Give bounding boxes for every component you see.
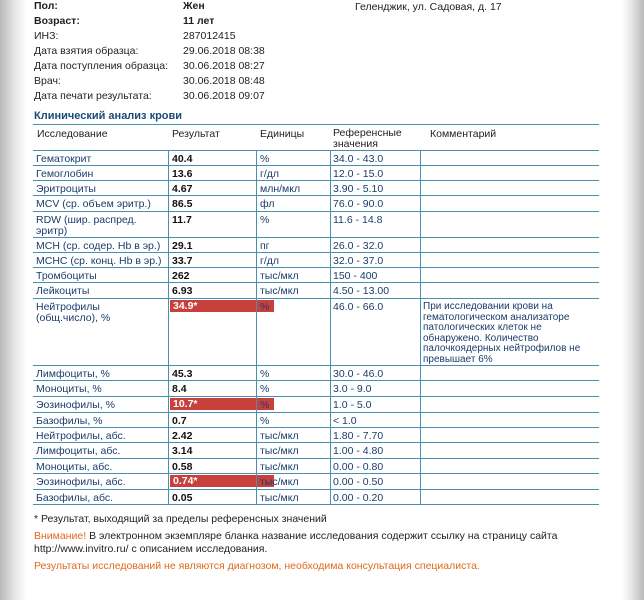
patient-address: Геленджик, ул. Садовая, д. 17 [355, 1, 502, 13]
test-name[interactable]: Базофилы, % [36, 415, 103, 427]
result-value-flagged: 0.74* [170, 475, 274, 487]
test-name[interactable]: RDW (шир. распред. эритр) [36, 214, 137, 237]
column-divider [168, 443, 169, 459]
column-divider [168, 474, 169, 490]
column-divider [420, 381, 421, 397]
table-row [33, 181, 599, 196]
result-value: 2.42 [172, 430, 193, 442]
column-divider [420, 151, 421, 166]
column-divider [330, 283, 331, 299]
result-value: 11.7 [172, 214, 192, 226]
column-divider [330, 166, 331, 181]
column-divider [256, 366, 257, 381]
header-comment: Комментарий [430, 128, 497, 140]
column-divider [420, 196, 421, 212]
table-row [33, 428, 599, 443]
column-divider [168, 196, 169, 212]
test-name[interactable]: Эозинофилы, абс. [36, 476, 126, 488]
sample-taken-label: Дата взятия образца: [34, 45, 139, 57]
table-row [33, 268, 599, 283]
result-value-flagged: 10.7* [170, 398, 274, 410]
header-ref: Референсные значения [333, 127, 402, 150]
column-divider [420, 238, 421, 253]
column-divider [420, 253, 421, 268]
reference-range: 12.0 - 15.0 [333, 168, 384, 180]
result-value: 40.4 [172, 153, 193, 165]
disclaimer: Результаты исследований не являются диагнозом, необходима консультация специалиста. [34, 560, 480, 572]
column-divider [168, 283, 169, 299]
result-value-flagged: 34.9* [170, 300, 274, 312]
table-row [33, 166, 599, 181]
reference-range: 0.00 - 0.80 [333, 461, 384, 473]
reference-range: 1.80 - 7.70 [333, 430, 384, 442]
inz-label: ИНЗ: [34, 30, 59, 42]
test-name[interactable]: Лимфоциты, абс. [36, 445, 121, 457]
test-name[interactable]: Гемоглобин [36, 168, 94, 180]
reference-range: 1.0 - 5.0 [333, 399, 372, 411]
section-title: Клинический анализ крови [34, 110, 183, 122]
test-name[interactable]: Эритроциты [36, 183, 96, 195]
column-divider [330, 253, 331, 268]
column-divider [168, 459, 169, 474]
table-row [33, 299, 599, 366]
column-divider [330, 413, 331, 428]
table-row [33, 459, 599, 474]
table-row [33, 283, 599, 299]
test-name[interactable]: Базофилы, абс. [36, 492, 114, 504]
units: тыс/мкл [260, 476, 299, 488]
column-divider [330, 474, 331, 490]
result-value: 45.3 [172, 368, 193, 380]
column-divider [330, 238, 331, 253]
reference-range: < 1.0 [333, 415, 357, 427]
column-divider [330, 428, 331, 443]
column-divider [168, 253, 169, 268]
column-divider [330, 268, 331, 283]
column-divider [330, 181, 331, 196]
header-result: Результат [172, 128, 220, 140]
sample-taken-value: 29.06.2018 08:38 [183, 45, 265, 57]
result-value: 6.93 [172, 285, 193, 297]
table-row [33, 397, 599, 413]
attention-line [34, 530, 557, 542]
test-name[interactable]: Эозинофилы, % [36, 399, 115, 411]
table-row [33, 253, 599, 268]
column-divider [168, 238, 169, 253]
column-divider [420, 181, 421, 196]
units: тыс/мкл [260, 492, 299, 504]
column-divider [420, 166, 421, 181]
table-row [33, 474, 599, 490]
attention-word: Внимание! [34, 530, 87, 542]
test-name[interactable]: MCHC (ср. конц. Hb в эр.) [36, 255, 162, 267]
test-name[interactable]: Лимфоциты, % [36, 368, 110, 380]
column-divider [256, 181, 257, 196]
test-name[interactable]: Нейтрофилы (общ.число), % [36, 301, 111, 324]
column-divider [168, 166, 169, 181]
sample-received-value: 30.06.2018 08:27 [183, 60, 265, 72]
attention-text: В электронном экземпляре бланка название исследования содержит ссылку на страницу сайта [89, 530, 558, 542]
result-value: 86.5 [172, 198, 193, 210]
reference-range: 34.0 - 43.0 [333, 153, 384, 165]
reference-range: 46.0 - 66.0 [333, 301, 384, 313]
table-row [33, 381, 599, 397]
print-date-value: 30.06.2018 09:07 [183, 90, 265, 102]
column-divider [256, 413, 257, 428]
column-divider [420, 212, 421, 238]
units: тыс/мкл [260, 270, 299, 282]
gender-value: Жен [183, 0, 205, 12]
test-name[interactable]: Гематокрит [36, 153, 92, 165]
test-name[interactable]: Лейкоциты [36, 285, 90, 297]
table-top-rule [33, 124, 599, 125]
reference-range: 0.00 - 0.20 [333, 492, 384, 504]
table-row [33, 196, 599, 212]
table-row [33, 238, 599, 253]
table-row [33, 413, 599, 428]
column-divider [256, 151, 257, 166]
result-value: 262 [172, 270, 190, 282]
column-divider [330, 397, 331, 413]
column-divider [330, 212, 331, 238]
test-name[interactable]: Моноциты, % [36, 383, 102, 395]
inz-value: 287012415 [183, 30, 236, 42]
table-row [33, 443, 599, 459]
table-row [33, 366, 599, 381]
units: г/дл [260, 168, 280, 180]
column-divider [330, 490, 331, 505]
column-divider [330, 151, 331, 166]
result-value: 0.05 [172, 492, 193, 504]
reference-range: 76.0 - 90.0 [333, 198, 384, 210]
column-divider [256, 166, 257, 181]
column-divider [330, 443, 331, 459]
reference-range: 4.50 - 13.00 [333, 285, 390, 297]
column-divider [256, 196, 257, 212]
result-value: 3.14 [172, 445, 193, 457]
test-name[interactable]: MCV (ср. объем эритр.) [36, 198, 151, 210]
result-value: 0.58 [172, 461, 193, 473]
row-rule [33, 504, 599, 505]
column-divider [330, 366, 331, 381]
column-divider [420, 283, 421, 299]
column-divider [256, 381, 257, 397]
column-divider [256, 490, 257, 505]
reference-range: 32.0 - 37.0 [333, 255, 384, 267]
column-divider [420, 366, 421, 381]
column-divider [256, 459, 257, 474]
column-divider [330, 196, 331, 212]
result-value: 13.6 [172, 168, 193, 180]
column-divider [168, 212, 169, 238]
attention-link-line [34, 543, 267, 555]
column-divider [256, 299, 257, 366]
column-divider [420, 474, 421, 490]
result-value: 29.1 [172, 240, 193, 252]
column-divider [420, 443, 421, 459]
reference-range: 30.0 - 46.0 [333, 368, 384, 380]
column-divider [256, 397, 257, 413]
reference-range: 0.00 - 0.50 [333, 476, 384, 488]
table-row [33, 151, 599, 166]
reference-range: 3.0 - 9.0 [333, 383, 372, 395]
column-divider [168, 381, 169, 397]
invitro-link[interactable]: http://www.invitro.ru/ [34, 543, 129, 555]
units: % [260, 301, 270, 313]
test-name[interactable]: Нейтрофилы, абс. [36, 430, 126, 442]
result-value: 0.7 [172, 415, 187, 427]
column-divider [168, 428, 169, 443]
column-divider [168, 299, 169, 366]
units: г/дл [260, 255, 280, 267]
units: фл [260, 198, 275, 210]
column-divider [330, 459, 331, 474]
units: тыс/мкл [260, 445, 299, 457]
column-divider [420, 413, 421, 428]
column-divider [168, 397, 169, 413]
header-test: Исследование [37, 128, 108, 140]
column-divider [256, 428, 257, 443]
column-divider [168, 181, 169, 196]
column-divider [420, 299, 421, 366]
column-divider [420, 428, 421, 443]
doctor-value: 30.06.2018 08:48 [183, 75, 265, 87]
column-divider [168, 413, 169, 428]
units: % [260, 153, 270, 165]
column-divider [256, 268, 257, 283]
units: % [260, 383, 270, 395]
result-value: 4.67 [172, 183, 193, 195]
reference-range: 150 - 400 [333, 270, 378, 282]
column-divider [256, 474, 257, 490]
column-divider [420, 397, 421, 413]
column-divider [256, 212, 257, 238]
units: тыс/мкл [260, 461, 299, 473]
column-divider [168, 268, 169, 283]
reference-range: 3.90 - 5.10 [333, 183, 384, 195]
sample-received-label: Дата поступления образца: [34, 60, 169, 72]
gender-label: Пол: [34, 0, 58, 12]
test-name[interactable]: Тромбоциты [36, 270, 97, 282]
units: % [260, 368, 270, 380]
units: % [260, 399, 270, 411]
column-divider [168, 366, 169, 381]
test-name[interactable]: MCH (ср. содер. Hb в эр.) [36, 240, 161, 252]
column-divider [256, 443, 257, 459]
reference-range: 1.00 - 4.80 [333, 445, 384, 457]
column-divider [168, 490, 169, 505]
units: млн/мкл [260, 183, 301, 195]
age-value: 11 лет [183, 15, 215, 27]
units: тыс/мкл [260, 430, 299, 442]
units: % [260, 415, 270, 427]
column-divider [256, 238, 257, 253]
header-units: Единицы [260, 128, 305, 140]
reference-range: 26.0 - 32.0 [333, 240, 384, 252]
footnote: * Результат, выходящий за пределы референсных значений [34, 513, 327, 525]
attention-tail: с описанием исследования. [131, 543, 268, 555]
comment: При исследовании крови на гематологическом анализаторе патологических клеток не обнаружено. Количество палочкоядерных нейтрофилов не превышает 6% [423, 301, 581, 365]
column-divider [256, 253, 257, 268]
column-divider [420, 268, 421, 283]
column-divider [420, 459, 421, 474]
units: тыс/мкл [260, 285, 299, 297]
units: пг [260, 240, 270, 252]
column-divider [330, 299, 331, 366]
column-divider [256, 283, 257, 299]
reference-range: 11.6 - 14.8 [333, 214, 383, 226]
test-name[interactable]: Моноциты, абс. [36, 461, 113, 473]
units: % [260, 214, 270, 226]
column-divider [420, 490, 421, 505]
age-label: Возраст: [34, 15, 80, 27]
column-divider [168, 151, 169, 166]
column-divider [330, 381, 331, 397]
table-row [33, 212, 599, 238]
doctor-label: Врач: [34, 75, 61, 87]
print-date-label: Дата печати результата: [34, 90, 152, 102]
result-value: 33.7 [172, 255, 193, 267]
result-value: 8.4 [172, 383, 187, 395]
table-row [33, 490, 599, 505]
